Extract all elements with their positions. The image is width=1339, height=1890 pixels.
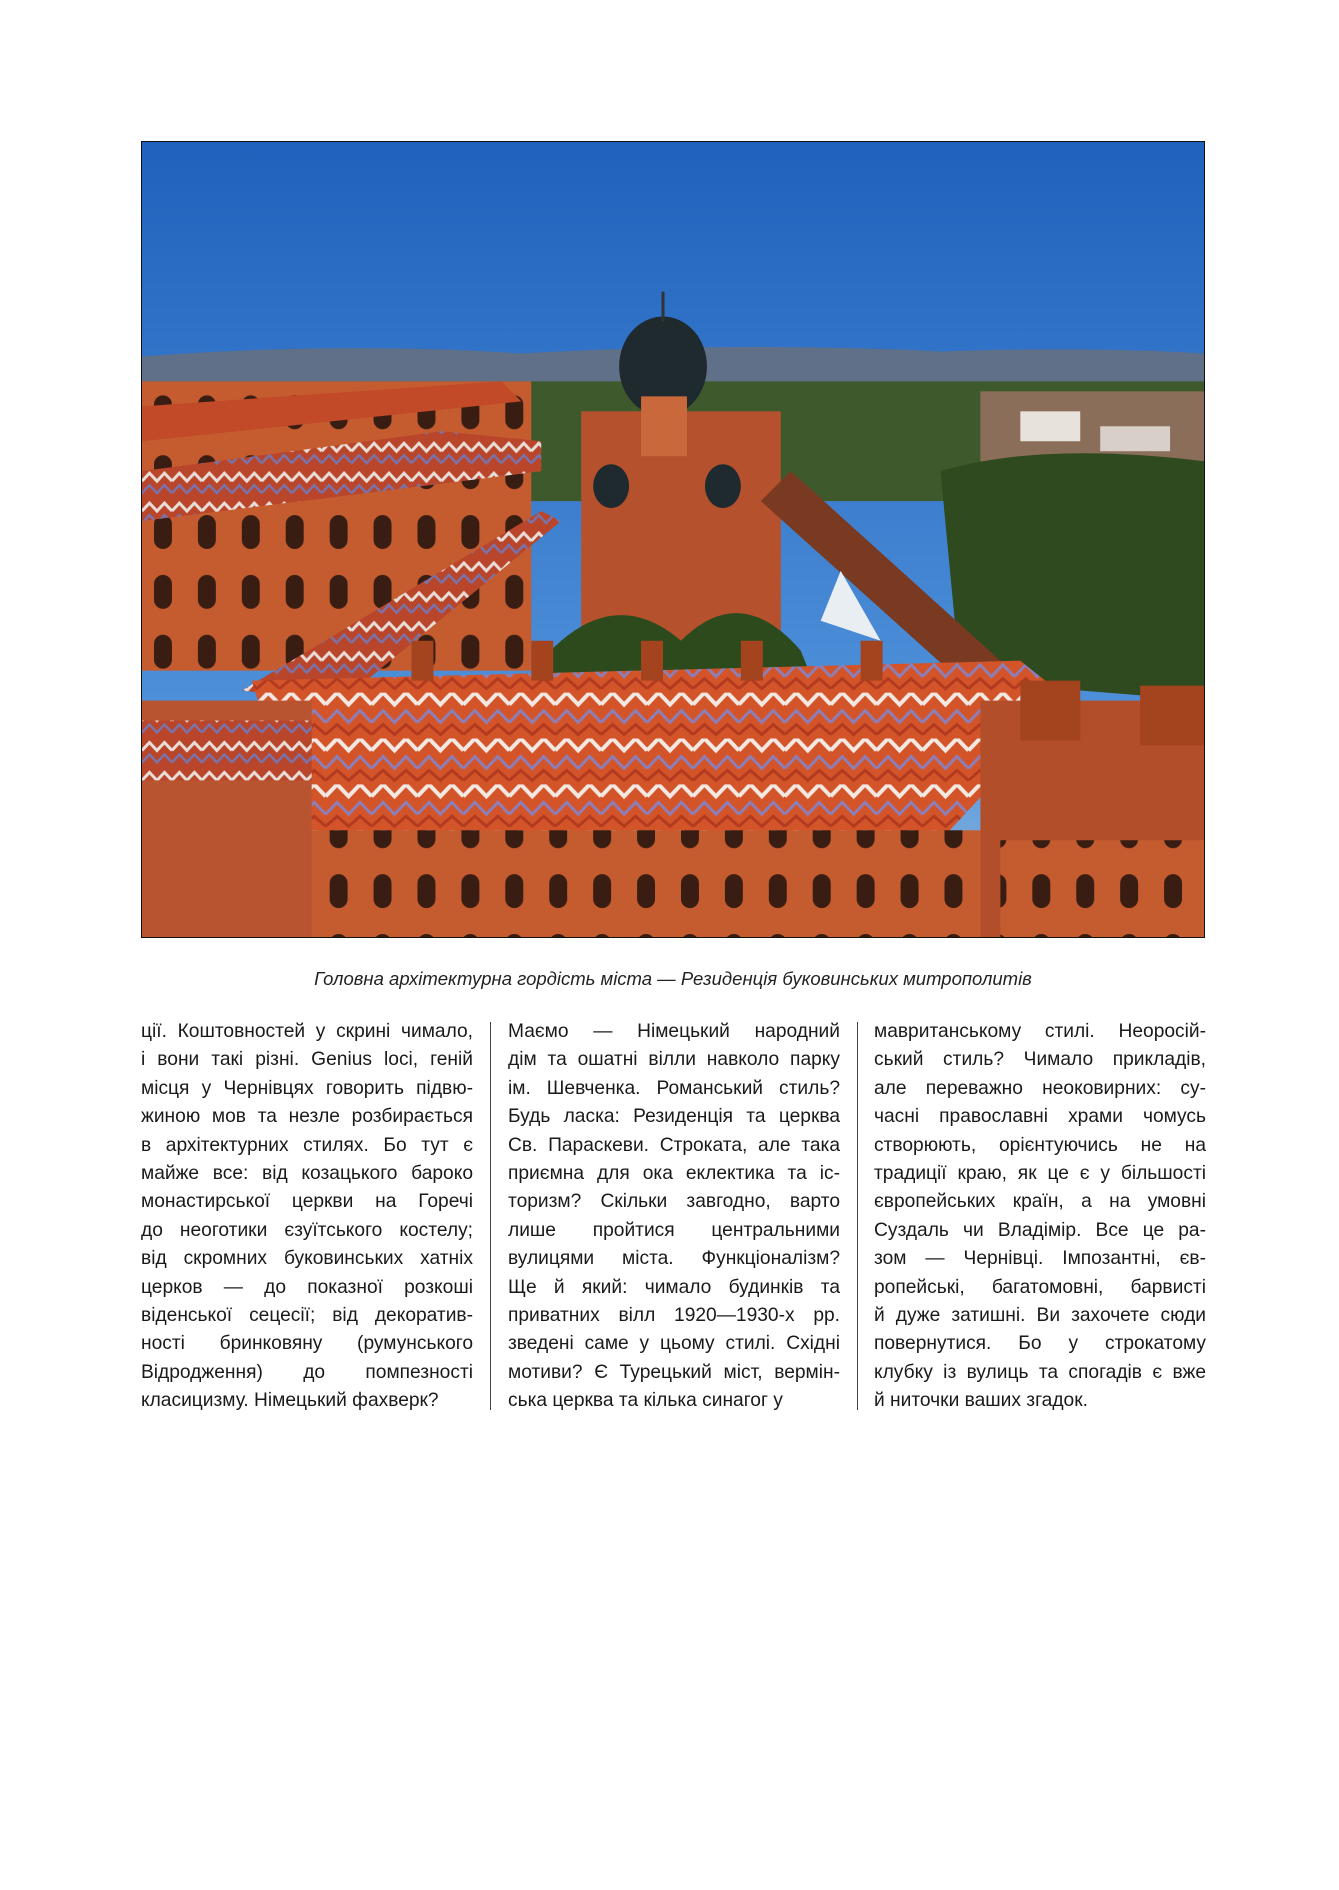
text-line: до неоготики єзуїтського костелу;	[141, 1219, 473, 1241]
text-line: повернутися. Бо у строкатому	[874, 1333, 1206, 1355]
text-line: і вони такі різні. Genius loci, геній	[141, 1049, 473, 1071]
text-line: майже все: від козацького бароко	[141, 1162, 473, 1184]
text-line: монастирської церкви на Горечі	[141, 1191, 473, 1213]
text-line: віденської сецесії; від декоратив-	[141, 1304, 473, 1326]
text-line: зом — Чернівці. Імпозантні, єв-	[874, 1248, 1206, 1270]
text-line: ська церква та кілька синагог у	[508, 1390, 783, 1412]
text-line: приємна для ока еклектика та іс-	[508, 1162, 840, 1184]
text-line: зведені саме у цьому стилі. Східні	[508, 1333, 840, 1355]
text-line: часні православні храми чомусь	[874, 1106, 1206, 1128]
column-divider	[490, 1022, 491, 1410]
text-line: церков — до показної розкоші	[141, 1276, 473, 1298]
text-line: ності бринковяну (румунського	[141, 1333, 473, 1355]
text-line: торизм? Скільки завгодно, варто	[508, 1191, 840, 1213]
text-line: дім та ошатні вілли навколо парку	[508, 1049, 840, 1071]
text-line: ський стиль? Чимало прикладів,	[874, 1049, 1206, 1071]
text-line: й дуже затишні. Ви захочете сюди	[874, 1304, 1206, 1326]
text-column-1	[141, 1018, 473, 1415]
text-line: Ще й який: чимало будинків та	[508, 1276, 840, 1298]
text-line: вулицями міста. Функціоналізм?	[508, 1248, 840, 1270]
text-line: класицизму. Німецький фахверк?	[141, 1390, 439, 1412]
text-line: приватних вілл 1920—1930-х рр.	[508, 1304, 840, 1326]
text-line: створюють, орієнтуючись не на	[874, 1134, 1206, 1156]
text-line: й ниточки ваших згадок.	[874, 1390, 1088, 1412]
residence-photo	[141, 141, 1205, 938]
text-line: європейських країн, а на умовні	[874, 1191, 1206, 1213]
text-line: Будь ласка: Резиденція та церква	[508, 1106, 840, 1128]
text-line: місця у Чернівцях говорить підвю-	[141, 1077, 473, 1099]
text-line: Маємо — Німецький народний	[508, 1021, 840, 1042]
text-line: Св. Параскеви. Строката, але така	[508, 1134, 840, 1156]
text-line: в архітектурних стилях. Бо тут є	[141, 1134, 473, 1156]
text-line: ропейські, багатомовні, барвисті	[874, 1276, 1206, 1298]
text-line: Відродження) до помпезності	[141, 1361, 473, 1383]
text-line: від скромних буковинських хатніх	[141, 1248, 473, 1270]
column-divider	[857, 1022, 858, 1410]
text-line: але переважно неоковирних: су-	[874, 1077, 1206, 1099]
text-column-3	[874, 1018, 1206, 1415]
text-line: ції. Коштовностей у скрині чимало,	[141, 1021, 473, 1042]
text-line: жиною мов та незле розбирається	[141, 1106, 473, 1128]
text-line: клубку із вулиць та спогадів є вже	[874, 1361, 1206, 1383]
text-line: лише пройтися центральними	[508, 1219, 840, 1241]
text-line: мавританському стилі. Неоросій-	[874, 1021, 1206, 1042]
text-line: ім. Шевченка. Романський стиль?	[508, 1077, 840, 1099]
residence-photo-art	[142, 142, 1204, 937]
photo-caption: Головна архітектурна гордість міста — Резиденція буковинських митрополитів	[314, 968, 1032, 989]
text-column-2	[508, 1018, 840, 1415]
text-line: традиції краю, як це є у більшості	[874, 1162, 1206, 1184]
text-line: Суздаль чи Владімір. Все це ра-	[874, 1219, 1206, 1241]
text-line: мотиви? Є Турецький міст, вермін-	[508, 1361, 840, 1383]
